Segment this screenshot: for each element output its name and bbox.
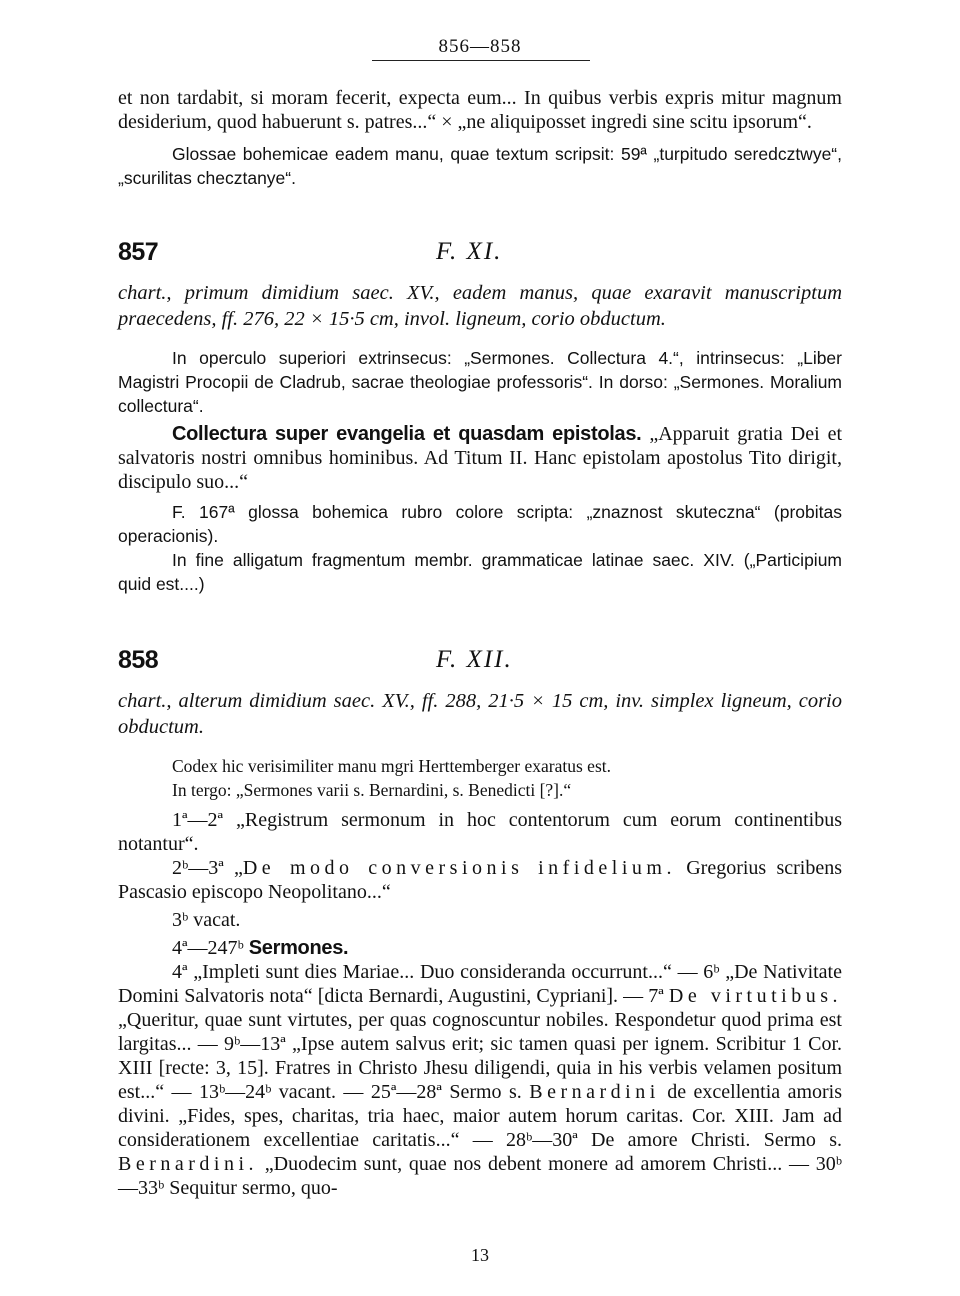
shelf-mark: F. XII.	[436, 646, 513, 673]
header-rule	[372, 60, 590, 61]
spine-note: In tergo: „Sermones varii s. Bernardini, s. Benedicti [?].“	[172, 780, 572, 800]
spaced-name: Bernardini.	[118, 1153, 259, 1175]
folio-reference: 2ᵇ—3ª „	[172, 857, 243, 879]
glossae-paragraph: Glossae bohemicae eadem manu, quae textum scripsit: 59ª „turpitudo seredcztwye“, „scurilitas checztanye“.	[118, 144, 842, 188]
gloss-note: F. 167ª glossa bohemica rubro colore scripta: „znaznost skuteczna“ (probitas operacionis).	[118, 502, 842, 546]
entry-number: 857	[118, 238, 159, 266]
codex-description: chart., alterum dimidium saec. XV., ff. 288, 21·5 × 15 cm, inv. simplex ligneum, corio obductum.	[118, 690, 842, 738]
content-item	[118, 936, 842, 960]
entry-number: 858	[118, 646, 159, 674]
content-item: 1ª—2ª „Registrum sermonum in hoc contentorum cum eorum continentibus notantur“.	[118, 809, 842, 855]
sermons-paragraph	[118, 960, 842, 1200]
content-text: 4ª „Impleti sunt dies Mariae... Duo consideranda occurrunt...“ — 6ᵇ „De Nativitate Domini Salvatoris nota“ [dicta Bernardi, Augustini, Cypriani]. — 7ª	[118, 961, 842, 1007]
content-item	[118, 856, 842, 904]
spaced-name: Bernardini	[529, 1081, 660, 1103]
entry-858-body	[118, 688, 842, 1200]
scribe-note: Codex hic verisimiliter manu mgri Herttemberger exaratus est.	[172, 756, 611, 776]
entry-857-heading	[118, 238, 842, 272]
page-number: 13	[471, 1245, 489, 1265]
spaced-title: De virtutibus.	[668, 985, 842, 1007]
section-title: Sermones.	[248, 937, 349, 959]
content-item: 3ᵇ vacat.	[172, 909, 241, 931]
work-title-paragraph	[118, 422, 842, 494]
binding-note: In operculo superiori extrinsecus: „Sermones. Collectura 4.“, intrinsecus: „Liber Magistri Procopii de Cladrub, sacrae theologiae professoris“. In dorso: „Sermones. Moralium collectura“.	[118, 348, 842, 416]
incipit: „Apparuit gratia Dei et salvatoris nostri omnibus hominibus. Ad Titum II. Hanc epistolam apostolus Tito dirigit, discipulo suo...“	[118, 423, 843, 493]
entry-858-heading	[118, 646, 842, 680]
folio-reference: 4ª—247ᵇ	[172, 937, 249, 959]
work-title: Collectura super evangelia et quasdam epistolas.	[172, 423, 642, 445]
content-text: de excellentia amoris divini. „Fides, spes, charitas, tria haec, maior autem horum caritas. Cor. XIII. Jam ad considerationem excellentiae caritatis...“ — 28ᵇ—30ª De amore Christi. Sermo s.	[118, 1081, 843, 1151]
content-text: „Queritur, quae sunt virtutes, per quas cognoscuntur nobiles. Respondetur quod prima est largitas... — 9ᵇ—13ª „Ipse autem salvus erit; sic tamen quasi per ignem. Scribitur 1 Cor. XIII [recte: 3, 15]. Fratres in Christo Jhesu diligendi, quia in his verbis velamen positum est...“ — 13ᵇ—24ᵇ vacant. — 25ª—28ª Sermo s.	[118, 1009, 842, 1103]
entry-857-body	[118, 280, 842, 596]
continuation-block	[118, 86, 842, 190]
content-text: „Duodecim sunt, quae nos debent monere ad amorem Christi... — 30ᵇ—33ᵇ Sequitur sermo, quo-	[118, 1153, 842, 1199]
running-head: 856—858	[438, 36, 522, 57]
continuation-paragraph: et non tardabit, si moram fecerit, expecta eum... In quibus verbis expris mitur magnum desiderium, quod habuerunt s. patres...“ × „ne aliquiposset ingredi sine scitu ipsorum“.	[118, 87, 842, 133]
shelf-mark: F. XI.	[436, 238, 503, 265]
fragment-note: In fine alligatum fragmentum membr. grammaticae latinae saec. XIV. („Participium quid est....)	[118, 550, 842, 594]
codex-description: chart., primum dimidium saec. XV., eadem manus, quae exaravit manuscriptum praecedens, ff. 276, 22 × 15·5 cm, invol. ligneum, corio obductum.	[118, 282, 842, 330]
content-text: Gregorius scribens Pascasio episcopo Neopolitano...“	[118, 857, 842, 903]
spaced-title: De modo conversionis infidelium.	[242, 857, 676, 879]
